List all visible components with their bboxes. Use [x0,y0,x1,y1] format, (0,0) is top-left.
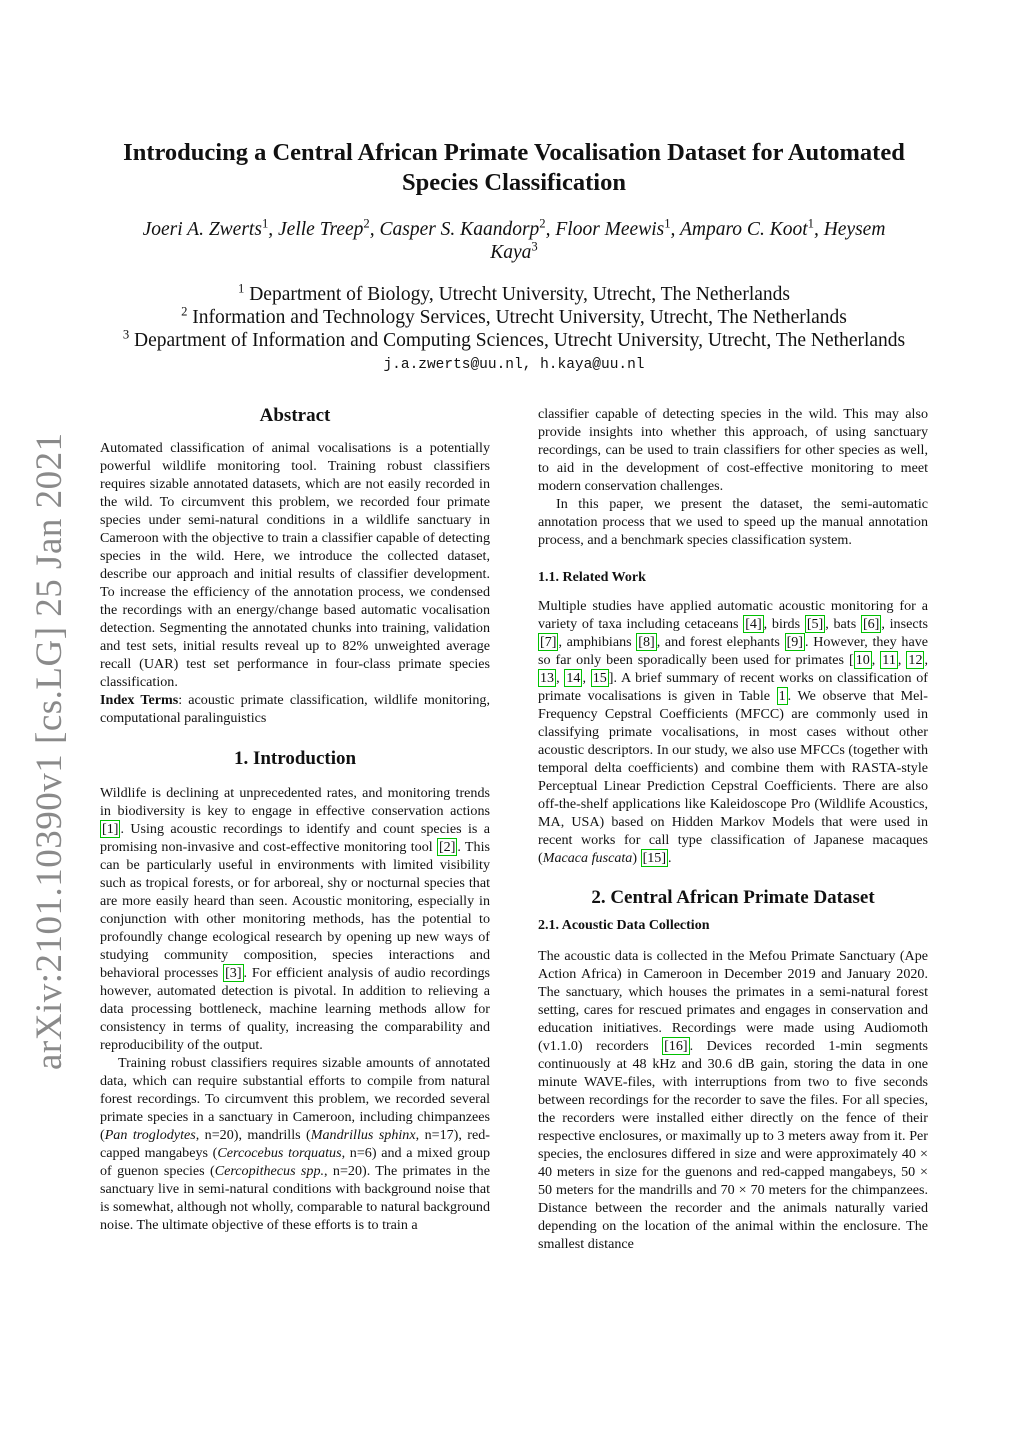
citation-link[interactable]: [9] [786,634,803,650]
intro-paragraph-1: Wildlife is declining at unprecedented rates, and monitoring trends in biodiversity is key to engage in effective conservation actions [1] . Using acoustic recordings to identify and count species is a promising non-invasive and cost-effective monitoring tool [2] . This can be particularly useful in environments with limited visibility such as tropical forests, or for arboreal, shy or nocturnal species that are more easily heard than seen. Acoustic monitoring, especially in conjunction with other monitoring methods, has the potential to profoundly change ecological research by opening up new ways of studying community composition, species interactions and behavioral processes [3] . For efficient analysis of audio recordings however, automated detection is pivotal. In addition to relieving a data processing bottleneck, machine learning methods allow for consistency in terms of quality, increasing the comparability and reproducibility of the output. [100,785,490,1053]
author: Heysem [823,219,886,240]
index-terms: Index Terms: acoustic primate classification, wildlife monitoring, computational paralinguistics [100,692,491,726]
author-list: Joeri A. Zwerts$^1$, Jelle Treep$^2$, Casper S. Kaandorp$^2$, Floor Meewis$^1$, Amparo C. Koot$^1$, Heysem Kaya$^3$ [142,216,886,263]
author: Joeri A. Zwerts$^1$ [142,216,269,240]
species-name: Mandrillus sphinx [310,1127,416,1143]
citation-link[interactable]: [8] [638,634,655,650]
author: Jelle Treep$^2$ [278,216,370,240]
intro-paragraph-4: In this paper, we present the dataset, the semi-automatic annotation process that we used to speed up the manual annotation process, and a benchmark species classification system. [538,496,928,548]
citation-link[interactable]: 10 [855,652,870,668]
citation-link[interactable]: [2] [438,839,456,855]
citation-link[interactable]: 14 [566,670,581,686]
affiliation-list [80,283,948,352]
affiliation: $^2$ Information and Technology Services, Utrecht University, Utrecht, The Netherlands [181,304,847,328]
abstract-heading: Abstract [259,405,331,426]
author: Kaya$^3$ [490,239,538,263]
citation-link[interactable]: [4] [745,616,762,632]
data-collection-heading: 2.1. Acoustic Data Collection [538,918,710,933]
citation-link[interactable]: [5] [806,616,824,632]
right-column [538,405,928,1253]
citation-link[interactable]: 12 [908,652,923,668]
title-line-2: Species Classification [402,169,626,196]
citation-link[interactable]: 13 [540,670,555,686]
citation-link[interactable]: [1] [102,821,119,837]
title-line-1: Introducing a Central African Primate Vocalisation Dataset for Automated [123,139,905,166]
author: Casper S. Kaandorp$^2$ [379,216,546,240]
citation-link[interactable]: [3] [225,965,242,981]
citation-link[interactable]: 1 [778,688,786,704]
intro-paragraph-3: classifier capable of detecting species in the wild. This may also provide insights into whether this approach, of using sanctuary recordings, can be used to train classifiers for other species as well, to aid in the development of cost-effective monitoring to meet modern conservation challenges. [538,406,928,494]
left-column [100,405,490,1234]
citation-link[interactable]: [7] [540,634,557,650]
species-name: Macaca fuscata [542,850,633,866]
related-work-paragraph: Multiple studies have applied automatic acoustic monitoring for a variety of taxa including cetaceans [4] , birds [5] , bats [6] , insects [7] , amphibians [8] , and forest elephants [9] . However, they have so far only been sporadically been used for primates [ 10 , 11 , 12 , 13 , 14 , 15 ]. A brief summary of recent works on classification of primate vocalisations is given in Table 1 . We observe that Mel-Frequency Cepstral Coefficients (MFCC) are commonly used in classifying primate vocalisations, in most cases without other acoustic descriptors. In our study, we also use MFCCs (together with temporal delta coefficients) and combine them with RASTA-style Perceptual Linear Prediction Cepstral Coefficients. There are also off-the-shelf applications like Kaleidoscope Pro (Wildlife Acoustics, MA, USA) based on Hidden Markov Models that were used in recent works for call type classification of Japanese macaques (Macaca fuscata) [15] . [538,598,929,866]
author: Amparo C. Koot$^1$ [679,216,814,240]
contact-emails: j.a.zwerts@uu.nl, h.kaya@uu.nl [383,357,645,373]
species-name: Pan troglodytes [104,1127,196,1143]
citation-link[interactable]: [16] [664,1038,688,1054]
data-collection-paragraph: The acoustic data is collected in the Mefou Primate Sanctuary (Ape Action Africa) in Cameroon in December 2019 and January 2020. The sanctuary, which houses the primates in a semi-natural forest setting, cares for rescued primates and engages in conservation and education initiatives. Recordings were made using Audiomoth (v1.1.0) recorders [16] . Devices recorded 1-min segments continuously at 48 kHz and 30.6 dB gain, storing the data in one minute WAVE-files, with interruptions from two to five seconds between recordings for the recorder to save the files. For all species, the recorders were installed either directly on the fence of their respective enclosures, or maximally up to 3 meters away from it. Per species, the enclosures differed in size and were approximately 40 × 40 meters in size for the guenons and red-capped mangabeys, 50 × 50 meters for the mandrills and 70 × 70 meters for the chimpanzees. Distance between the recorder and the animals naturally varied depending on the location of the animal within the enclosure. The smallest distance [538,948,928,1252]
intro-paragraph-2: Training robust classifiers requires sizable amounts of annotated data, which can require substantial efforts to compile from natural forest recordings. To circumvent this problem, we recorded several primate species in a sanctuary in Cameroon, including chimpanzees (Pan troglodytes, n=20), mandrills (Mandrillus sphinx, n=17), red-capped mangabeys (Cercocebus torquatus, n=6) and a mixed group of guenon species (Cercopithecus spp., n=20). The primates in the sanctuary live in semi-natural conditions with background noise that is somewhat, although not wholly, comparable to natural background noise. The ultimate objective of these efforts is to train a [100,1055,490,1233]
citation-link[interactable]: 15 [592,670,607,686]
dataset-heading: 2. Central African Primate Dataset [591,887,875,908]
species-name: Cercocebus torquatus [217,1145,342,1161]
paper-title [100,138,928,198]
citation-link[interactable]: [15] [642,850,667,866]
citation-link[interactable]: 11 [882,652,896,668]
abstract-body: Automated classification of animal vocalisations is a potentially powerful wildlife monitoring tool. Training robust classifiers requires sizable annotated datasets, which are not easily recorded in the wild. To circumvent this problem, we recorded four primate species under semi-natural conditions in a wildlife sanctuary in Cameroon with the objective to train a classifier capable of detecting species in the wild. Here, we introduce the collected dataset, describe our approach and initial results of classifier development. To increase the efficiency of the annotation process, we condensed the recordings with an energy/change based automatic vocalisation detection. Segmenting the annotated chunks into training, validation and test sets, initial results reveal up to 82% unweighted average recall (UAR) test set performance in four-class primate species classification. [100,440,490,690]
related-work-heading: 1.1. Related Work [538,570,646,585]
affiliation: $^3$ Department of Information and Computing Sciences, Utrecht University, Utrecht, The Netherlands [122,327,906,351]
species-name: Cercopithecus spp. [214,1163,325,1179]
affiliation: $^1$ Department of Biology, Utrecht University, Utrecht, The Netherlands [238,281,790,305]
author: Floor Meewis$^1$ [555,216,671,240]
citation-link[interactable]: [6] [862,616,880,632]
arxiv-identifier: arXiv:2101.10390v1 [cs.LG] 25 Jan 2021 [29,432,70,1070]
introduction-heading: 1. Introduction [233,748,357,769]
